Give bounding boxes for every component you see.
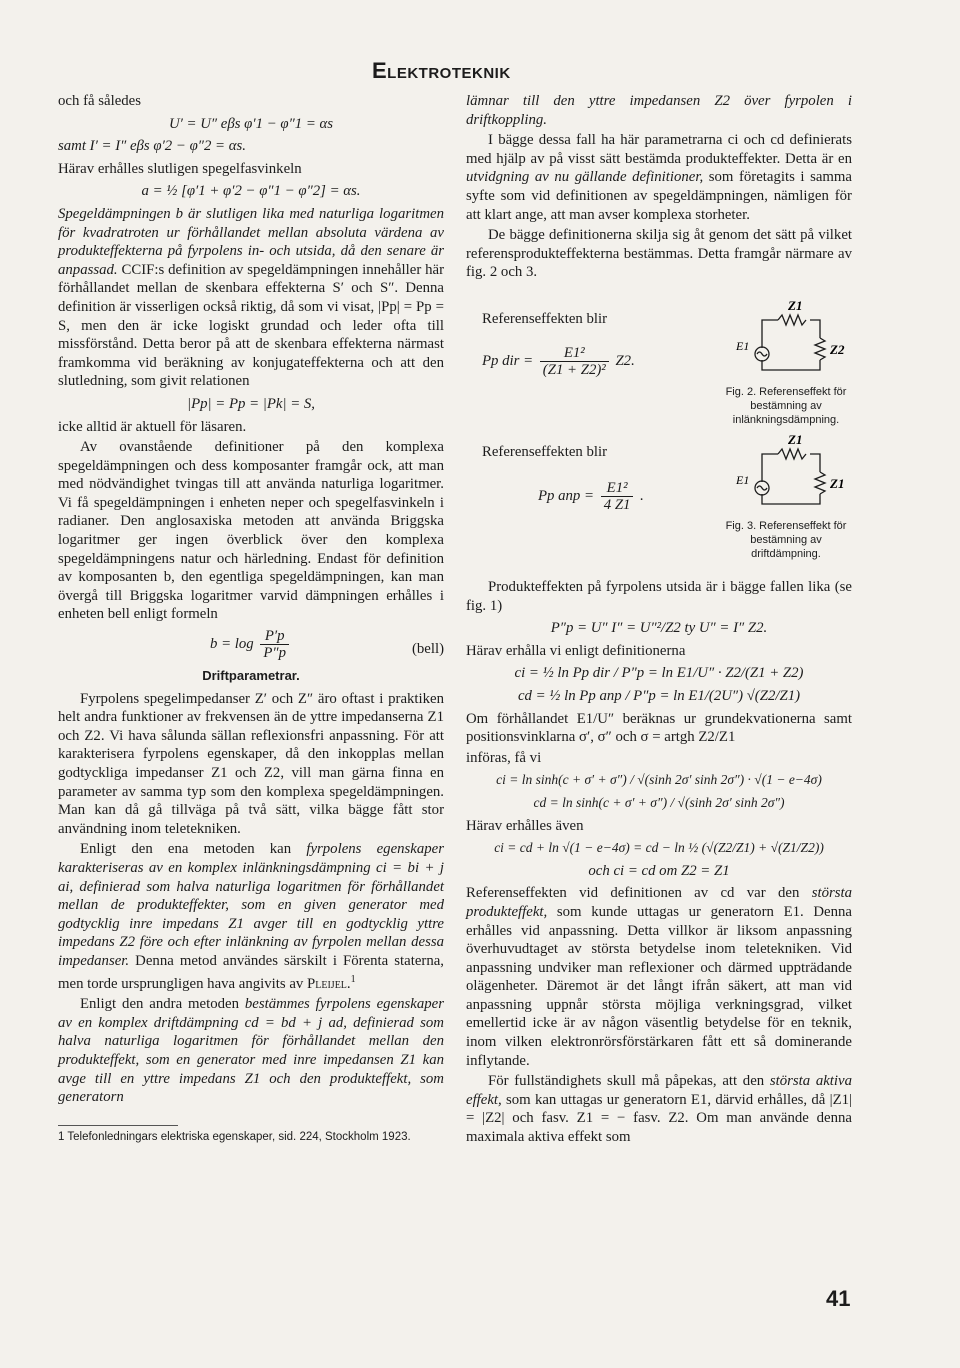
eq-pdir-den: (Z1 + Z2)² [542, 361, 606, 378]
eq-rel: ci = cd + ln √(1 − e−4σ) = cd − ln ½ (√(Z2/Z1) + √(Z1/Z2)) [494, 840, 824, 856]
eq-pdir-lhs: Pp dir = [482, 352, 534, 369]
equation-5 [58, 628, 444, 661]
ovan-paragraph: Av ovanstående definitioner på den komplexa spegeldämpningen och dess komposanter framgår ock, att man med nödvändighet tvingas till att använda naturliga logaritmer. Vi få spegeldämpningen i enheten neper och spegelfasvinkeln i radianer. Den anglosaxiska metoden att använda Briggska logaritmer ger ingen överblick över den komplexa spegeldämpningens natur och härledning. Endast för definition av komposanten b, den egentliga spegeldämpningen, kan man övergå till Briggska logaritmer varvid dämpningen erhålles i enheten bell enligt formeln [58, 439, 444, 623]
eq-cd2: cd = ln sinh(c + σ′ + σ″) / √(sinh 2σ′ sinh 2σ″) [533, 794, 785, 810]
spegel-paragraph [58, 205, 444, 391]
intro-text: och få således [58, 93, 141, 109]
spegel-rest: CCIF:s definition av spegeldämpningen innehåller här förhållandet mellan de skenbara effekterna S′ och S″. Denna definition är visserligen också riktig, då som vi visat, |Pp| = Pp = S, men den är icke logiskt grundad och leder ofta till missförstånd. Detta beror på att de skenbara effekterna närmast framkomma vid beräkning av konjugateffekterna och att den slutledning, som givit relationen [58, 261, 444, 390]
eq-pdir [482, 345, 712, 378]
prod-paragraph: Produkteffekten på fyrpolens utsida är i bägge fallen lika (se fig. 1) [466, 579, 852, 614]
om-paragraph: Om förhållandet E1/U″ beräknas ur grundekvationerna samt positionsvinklarna σ′, σ″ och σ = artgh Z2/Z1 [466, 710, 852, 746]
fig3-circuit [716, 432, 856, 512]
eq-pdir-rhs: Z2. [615, 352, 635, 369]
fig2-wire [762, 320, 778, 348]
eq-panp-frac [601, 480, 634, 513]
spegel-definition: Spegeldämpningen b är slutligen lika med naturliga logaritmen för kvadratroten ur förhållandet mellan absoluta värdena av produkteffekterna på fyrpolens in- och utsida, då den senare är anpassad. [58, 205, 444, 278]
ref-block-2 [482, 443, 712, 517]
ref1-text: Referenseffekten blir [482, 311, 608, 327]
fig3-z1b-label: Z1 [830, 476, 845, 491]
fig3-resistor-z1b [815, 472, 825, 494]
ref-paragraph [466, 884, 852, 1070]
right-column [466, 92, 852, 284]
bagge-paragraph [466, 131, 852, 224]
fig3-caption: Fig. 3. Referenseffekt för bestämning av driftdämpning. [725, 520, 847, 560]
eq-panp-lhs: Pp anp = [538, 487, 595, 504]
full-paragraph [466, 1072, 852, 1146]
harav2-text: Härav erhålles även [466, 817, 584, 834]
fig2-resistor-z2 [815, 338, 825, 360]
andra-a: Enligt den andra metoden [80, 996, 245, 1013]
page-header: Elektroteknik [372, 58, 511, 83]
equation-1: U′ = U″ eβs φ′1 − φ″1 = αs [168, 115, 334, 132]
footnote [58, 1125, 411, 1145]
icke-text: icke alltid är aktuell för läsaren. [58, 418, 247, 435]
fig3-resistor-z1 [778, 449, 806, 459]
bagge-it: utvidgning av nu gällande definitioner, [466, 169, 704, 186]
footnote-ref: 1 [350, 973, 356, 985]
andra-it: bestämmes fyrpolens egenskaper av en komplex driftdämpning cd = bd + j ad, definierad som halva naturliga logaritmen för förhållandet mellan den produkteffekt, som en generator med inre impedansen Z1 kan avge till en yttre impedans Z1 och den produkteffekt, som generatorn [58, 996, 444, 1106]
fig2-resistor-z1 [778, 315, 806, 325]
eq-cd: cd = ½ ln Pp anp / P″p = ln E1/(2U″) √(Z2/Z1) [517, 687, 801, 704]
de-paragraph: De bägge definitionerna skilja sig åt genom det sätt på vilket referensprodukteffekterna bestämmas. Detta framgår närmare av fig. 2 och 3. [466, 227, 852, 281]
ref-b: som kunde uttagas ur generatorn E1. Denna erhålles vid anpassning. Detta villkor är liksom anpassning överhuvudtaget av största betydelse inom teletekniken. Vid anpassning undviker man reflexioner och därmed uppträdande olägenheter. Däremot är det långt ifrån säkert, att man vid anpassning uppnår största möjliga verkningsgrad, vilket emellertid icke är av någon väsentlig betydelse för en teknik, inom vilken elektronrörsförstärkaren fått ett så dominerande inflytande. [466, 903, 852, 1069]
ref2-text: Referenseffekten blir [482, 444, 608, 460]
full-it: största aktiva effekt, [466, 1073, 852, 1108]
right-lower [466, 578, 852, 1149]
fig2-z2-label: Z2 [830, 342, 845, 357]
full-b: som kan uttagas ur generatorn E1, därvid erhålles, då |Z1| = |Z2| och fasv. Z1 = − fasv. Z2. Om man använde denna maximala aktiva effekt som [466, 1091, 852, 1146]
infor-text: införas, få vi [466, 749, 542, 766]
right-top: lämnar till den yttre impedansen Z2 över fyrpolen i driftkoppling. [466, 93, 852, 128]
ref-block-1 [482, 310, 712, 382]
eq-pp: P″p = U″ I″ = U″²/Z2 ty U″ = I″ Z2. [550, 620, 768, 637]
ena-paragraph [58, 840, 444, 993]
eq5-num: P′p [260, 628, 289, 645]
ref-a: Referenseffekten vid definitionen av cd var den [466, 885, 812, 902]
eq-panp [482, 480, 712, 513]
bagge-rest: som företagits i samma syfte som vid definitionen av spegeldämpningen, nämligen för att klart ange, att man avser komplexa storheter. [466, 169, 852, 223]
eq5-unit: (bell) [411, 641, 444, 658]
fig2-caption: Fig. 2. Referenseffekt för bestämning av inlänkningsdämpning. [725, 386, 847, 426]
harav-right: Härav erhålla vi enligt definitionerna [466, 642, 686, 659]
eq-panp-den: 4 Z1 [603, 496, 631, 513]
eq-pdir-frac [540, 345, 609, 378]
ref-it: största produkteffekt, [466, 885, 852, 920]
eq5-den: P″p [263, 645, 286, 662]
equation-2: samt I′ = I″ eβs φ′2 − φ″2 = αs. [58, 138, 246, 155]
eq-ci: ci = ½ ln Pp dir / P″p = ln E1/U″ · Z2/(Z1 + Z2) [514, 665, 804, 682]
figure-2 [716, 298, 856, 428]
equation-3: a = ½ [φ′1 + φ′2 − φ″1 − φ″2] = αs. [141, 183, 361, 200]
eq-panp-rhs: . [640, 487, 644, 504]
figure-3 [716, 432, 856, 562]
harav-text: Härav erhålles slutligen spegelfasvinkeln [58, 160, 302, 177]
eq5-lhs: b = log [209, 635, 254, 652]
left-column [58, 92, 444, 1145]
eq5-fraction [260, 628, 289, 661]
full-a: För fullständighets skull må påpekas, att den [488, 1073, 770, 1090]
section-heading: Driftparametrar. [202, 668, 300, 684]
ena-name: Pleijel. [307, 975, 351, 992]
fig2-circuit [716, 298, 856, 378]
fig3-z1-label: Z1 [788, 432, 803, 447]
fig2-e1-label: E1 [736, 339, 750, 353]
ena-it: fyrpolens egenskaper karakteriseras av en komplex inlänkningsdämpning ci = bi + j ai, definierad som halva naturliga logaritmen för förhållandet mellan de produkteffekter, som en given generator med godtycklig inre impedans Z1 avger till en godtycklig yttre impedans Z2 före och efter inlänkning av fyrpolen mellan dessa impedanser. [58, 841, 444, 969]
fyr-paragraph: Fyrpolens spegelimpedanser Z′ och Z″ äro oftast i praktiken helt andra funktioner av frekvensen än de yttre impedanserna Z1 och Z2. Vi hava sålunda sällan reflexionsfri anpassning. För att karakterisera fyrpolens egenskaper, då den inkopplas mellan godtyckliga impedanser Z1 och Z2, vill man gärna finna en parameter av samma typ som den komplexa spegeldämpningen. Man kan då gå tillväga på två sätt, vilka bägge fått stor användning inom teletekniken. [58, 690, 444, 837]
eq-panp-num: E1² [601, 480, 634, 497]
ena-a: Enligt den ena metoden kan [80, 841, 307, 858]
equation-4: |Pp| = Pp = |Pk| = S, [187, 395, 315, 412]
footnote-text: 1 Telefonledningars elektriska egenskaper, sid. 224, Stockholm 1923. [58, 1130, 411, 1143]
bagge-a: I bägge dessa fall ha här parametrarna ci och cd definierats med hjälp av på visst sätt bestämda produkteffekter. Detta är en [466, 132, 852, 167]
page-number: 41 [826, 1286, 851, 1311]
eq-ci2: ci = ln sinh(c + σ′ + σ″) / √(sinh 2σ′ sinh 2σ″) · √(1 − e−4σ) [496, 772, 822, 788]
andra-paragraph [58, 995, 444, 1107]
ena-b: Denna metod användes särskilt i Förenta staterna, men torde ursprungligen hava angivits av [58, 952, 444, 992]
eq-och: och ci = cd om Z2 = Z1 [588, 862, 730, 879]
eq-pdir-num: E1² [540, 345, 609, 362]
fig2-z1-label: Z1 [788, 298, 803, 313]
fig3-e1-label: E1 [736, 473, 750, 487]
